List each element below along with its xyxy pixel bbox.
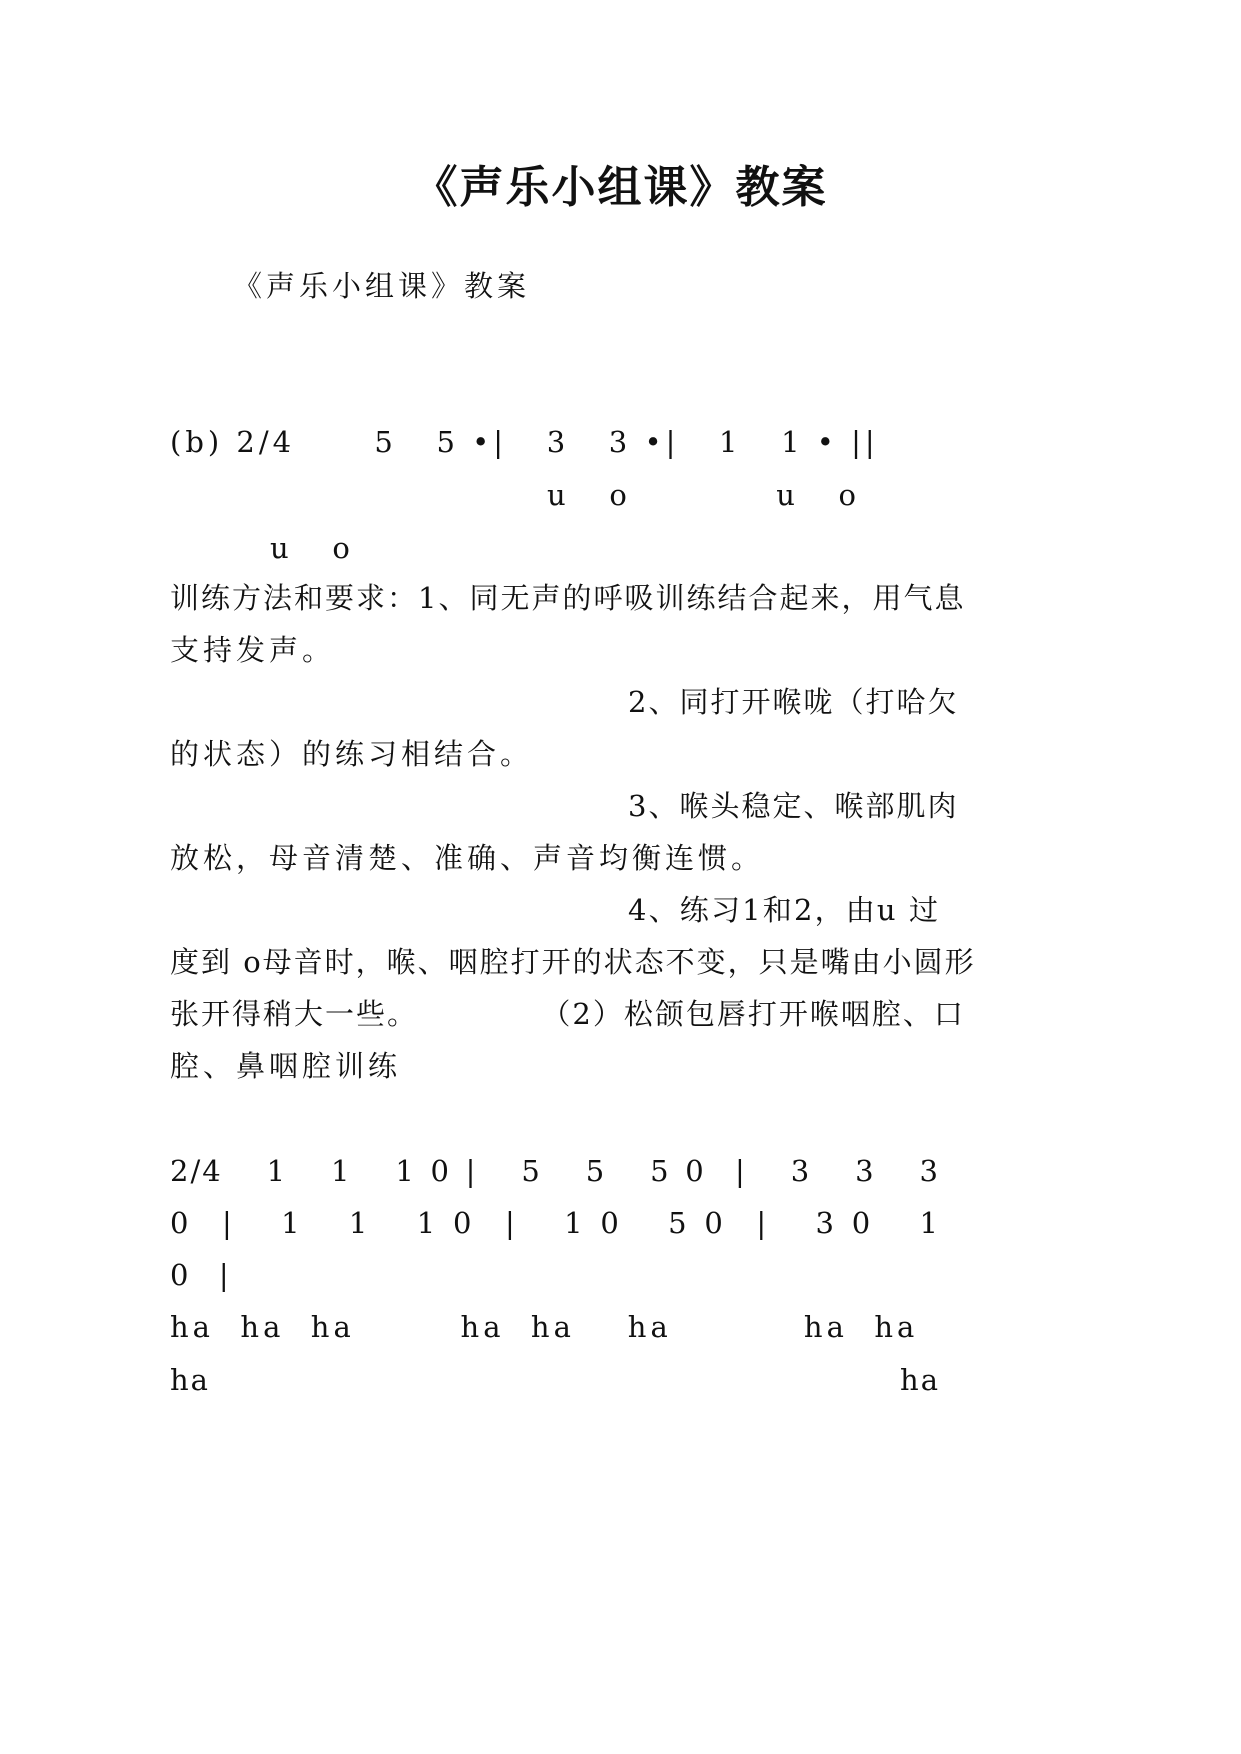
notation-line: 0 | 1 1 1 0 | 1 0 5 0 | 3 0 1 — [170, 1206, 940, 1240]
notation-line: 2/4 1 1 1 0 | 5 5 5 0 | 3 3 3 — [170, 1154, 940, 1188]
lyrics-line: ha ha — [170, 1363, 940, 1397]
document-subtitle: 《声乐小组课》教案 — [233, 269, 531, 303]
notation-line: 0 | — [170, 1258, 233, 1292]
paragraph-line: 训练方法和要求：1、同无声的呼吸训练结合起来，用气息 — [170, 581, 966, 615]
paragraph-line: 2、同打开喉咙（打哈欠 — [628, 685, 959, 719]
notation-line-b: (b) 2/4 5 5 •| 3 3 •| 1 1 • || — [170, 425, 879, 459]
lyrics-line: u o — [270, 531, 354, 565]
paragraph-line: 张开得稍大一些。 （2）松颌包唇打开喉咽腔、口 — [170, 997, 965, 1031]
paragraph-line: 支持发声。 — [170, 633, 336, 667]
paragraph-line: 放松，母音清楚、准确、声音均衡连惯。 — [170, 841, 765, 875]
lyrics-line: u o u o — [547, 478, 860, 512]
paragraph-line: 的状态）的练习相结合。 — [170, 737, 534, 771]
lyrics-line: ha ha ha ha ha ha ha ha — [170, 1310, 919, 1344]
paragraph-line: 度到 o母音时，喉、咽腔打开的状态不变，只是嘴由小圆形 — [170, 945, 976, 979]
paragraph-line: 腔、鼻咽腔训练 — [170, 1049, 402, 1083]
paragraph-line: 3、喉头稳定、喉部肌肉 — [628, 789, 959, 823]
paragraph-line: 4、练习1和2，由u 过 — [628, 893, 940, 927]
document-title: 《声乐小组课》教案 — [413, 162, 828, 213]
